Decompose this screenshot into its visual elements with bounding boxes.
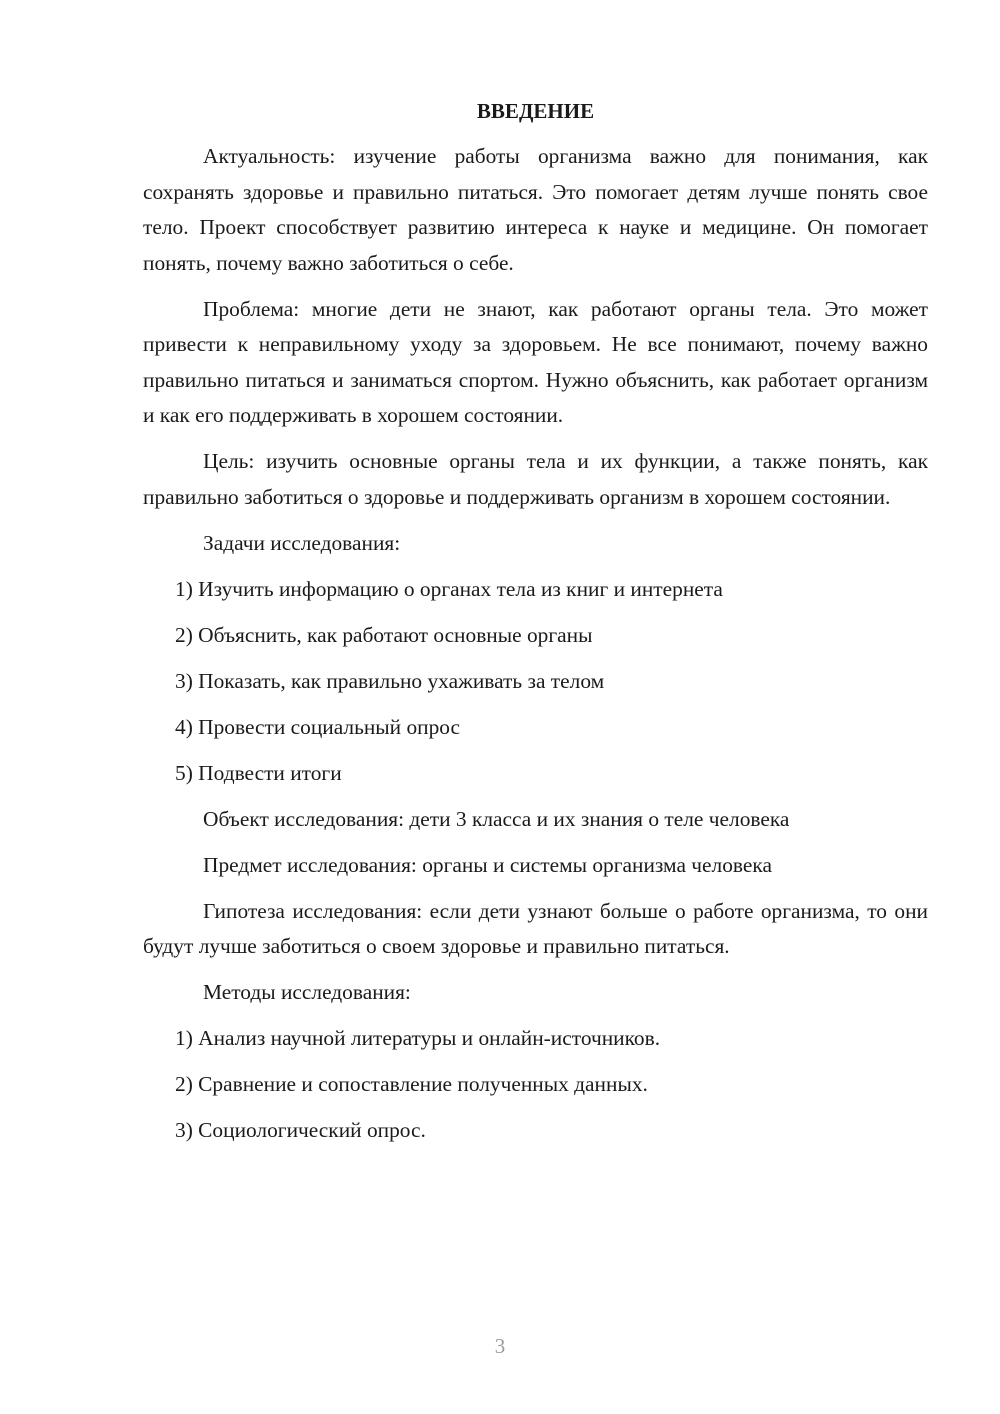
list-item: 1) Анализ научной литературы и онлайн-источников. [175,1026,661,1050]
list-item: 5) Подвести итоги [175,760,342,785]
object-paragraph: Объект исследования: дети 3 класса и их знания о теле человека [203,806,790,831]
methods-list [143,1021,928,1149]
tasks-heading: Задачи исследования: [203,530,401,555]
page-number: 3 [494,1334,506,1358]
goal-paragraph: Цель: изучить основные органы тела и их функции, а также понять, как правильно заботиться о здоровье и поддерживать организм в хорошем состоянии. [143,449,928,509]
problem-paragraph: Проблема: многие дети не знают, как работают органы тела. Это может привести к неправильному уходу за здоровьем. Не все понимают, почему важно правильно питаться и заниматься спортом. Нужно объяснить, как работает организм и как его поддерживать в хорошем состоянии. [143,296,928,427]
list-item: 2) Объяснить, как работают основные органы [175,622,593,647]
subject-paragraph: Предмет исследования: органы и системы организма человека [203,852,772,877]
list-item: 3) Показать, как правильно ухаживать за телом [175,668,605,693]
hypothesis-paragraph: Гипотеза исследования: если дети узнают больше о работе организма, то они будут лучше заботиться о своем здоровье и правильно питаться. [143,898,928,958]
methods-heading: Методы исследования: [203,980,411,1004]
relevance-paragraph: Актуальность: изучение работы организма важно для понимания, как сохранять здоровье и правильно питаться. Это помогает детям лучше понять свое тело. Проект способствует развитию интереса к науке и медицине. Он помогает понять, почему важно заботиться о себе. [143,144,928,275]
list-item: 3) Социологический опрос. [175,1118,426,1142]
document-body [143,94,928,1159]
list-item: 4) Провести социальный опрос [175,714,461,739]
list-item: 1) Изучить информацию о органах тела из книг и интернета [175,576,723,601]
list-item: 2) Сравнение и сопоставление полученных данных. [175,1072,648,1096]
page-title: ВВЕДЕНИЕ [476,99,595,123]
tasks-list [143,572,928,792]
